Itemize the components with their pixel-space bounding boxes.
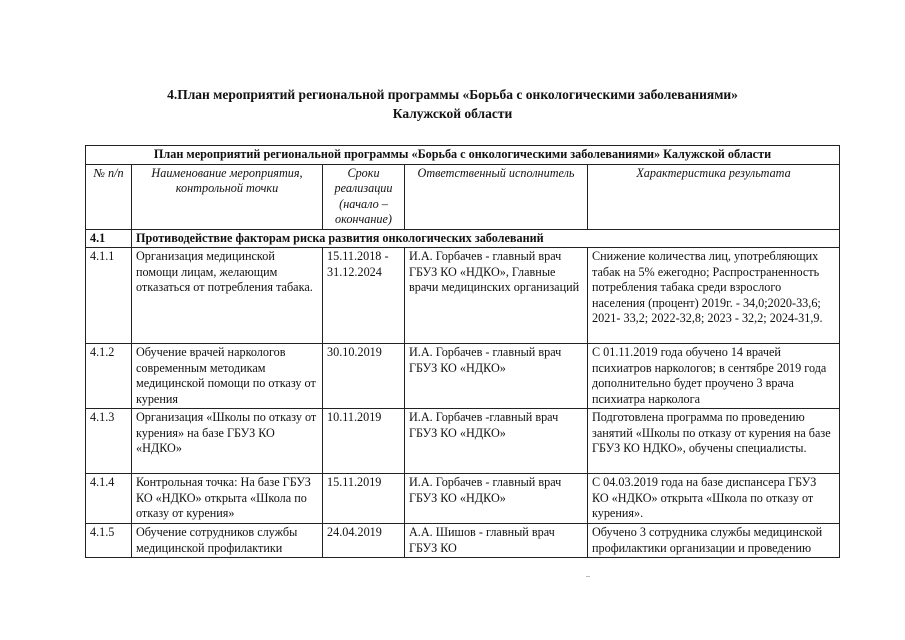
row-result: С 01.11.2019 года обучено 14 врачей психиатров наркологов; в сентябре 2019 года дополнительно будет проучено 3 врача психиатра нарколога	[588, 344, 840, 409]
table-row	[86, 344, 840, 409]
table-row	[86, 524, 840, 558]
row-dates: 30.10.2019	[323, 344, 405, 409]
section-num: 4.1	[86, 229, 132, 248]
table-caption: План мероприятий региональной программы «Борьба с онкологическими заболеваниями» Калужской области	[86, 146, 840, 165]
row-dates: 24.04.2019	[323, 524, 405, 558]
row-num: 4.1.1	[86, 248, 132, 344]
row-name: Контрольная точка: На базе ГБУЗ КО «НДКО» открыта «Школа по отказу от курения»	[132, 474, 323, 524]
row-num: 4.1.5	[86, 524, 132, 558]
row-name: Обучение врачей наркологов современным методикам медицинской помощи по отказу от курения	[132, 344, 323, 409]
page-subtitle: Калужской области	[392, 106, 513, 121]
table-header-row	[86, 164, 840, 229]
section-title: Противодействие факторам риска развития онкологических заболеваний	[132, 229, 840, 248]
row-result: С 04.03.2019 года на базе диспансера ГБУЗ КО «НДКО» открыта «Школа по отказу от курения».	[588, 474, 840, 524]
row-num: 4.1.4	[86, 474, 132, 524]
header-responsible: Ответственный исполнитель	[405, 164, 588, 229]
header-result: Характеристика результата	[588, 164, 840, 229]
section-row	[86, 229, 840, 248]
header-num: № п/п	[86, 164, 132, 229]
header-dates: Сроки реализации (начало – окончание)	[323, 164, 405, 229]
row-dates: 15.11.2018 - 31.12.2024	[323, 248, 405, 344]
page-title: 4.План мероприятий региональной программы «Борьба с онкологическими заболеваниями»	[167, 87, 738, 102]
row-responsible: А.А. Шишов - главный врач ГБУЗ КО	[405, 524, 588, 558]
row-num: 4.1.3	[86, 409, 132, 474]
row-responsible: И.А. Горбачев - главный врач ГБУЗ КО «НДКО»	[405, 474, 588, 524]
row-num: 4.1.2	[86, 344, 132, 409]
row-responsible: И.А. Горбачев -главный врач ГБУЗ КО «НДКО»	[405, 409, 588, 474]
plan-table	[85, 145, 840, 558]
row-name: Обучение сотрудников службы медицинской профилактики	[132, 524, 323, 558]
row-dates: 10.11.2019	[323, 409, 405, 474]
row-dates: 15.11.2019	[323, 474, 405, 524]
header-name: Наименование мероприятия, контрольной точки	[132, 164, 323, 229]
row-name: Организация «Школы по отказу от курения» на базе ГБУЗ КО «НДКО»	[132, 409, 323, 474]
table-row	[86, 248, 840, 344]
row-result: Обучено 3 сотрудника службы медицинской профилактики организации и проведению	[588, 524, 840, 558]
row-name: Организация медицинской помощи лицам, желающим отказаться от потребления табака.	[132, 248, 323, 344]
table-row	[86, 474, 840, 524]
row-responsible: И.А. Горбачев - главный врач ГБУЗ КО «НДКО»	[405, 344, 588, 409]
table-caption-row	[86, 146, 840, 165]
row-result: Подготовлена программа по проведению занятий «Школы по отказу от курения на базе ГБУЗ КО НДКО», обучены специалисты.	[588, 409, 840, 474]
row-responsible: И.А. Горбачев - главный врач ГБУЗ КО «НДКО», Главные врачи медицинских организаций	[405, 248, 588, 344]
table-row	[86, 409, 840, 474]
row-result: Снижение количества лиц, употребляющих табак на 5% ежегодно; Распространенность потребления табака среди взрослого населения (процент) 2019г. - 34,0;2020-33,6; 2021- 33,2; 2022-32,8; 2023 - 32,2; 2024-31,9.	[588, 248, 840, 344]
scan-speck	[586, 576, 590, 577]
